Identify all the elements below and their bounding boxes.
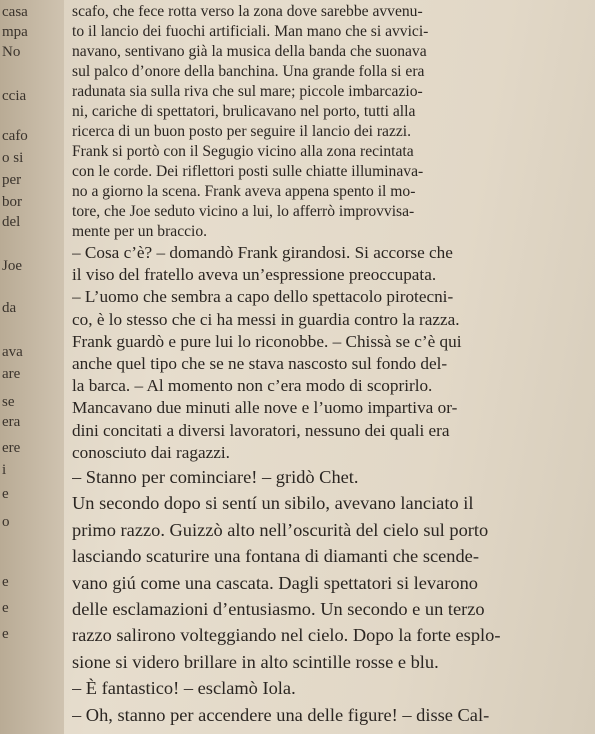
text-line: – Cosa c’è? – domandò Frank girandosi. Si accorse che bbox=[72, 243, 453, 262]
margin-fragment: ere bbox=[2, 440, 21, 456]
text-line: navano, sentivano già la musica della banda che suonava bbox=[72, 43, 427, 60]
text-line: no a giorno la scena. Frank aveva appena spento il mo- bbox=[72, 183, 416, 200]
margin-fragment: del bbox=[2, 214, 21, 230]
paragraph-fireworks bbox=[72, 464, 587, 728]
margin-fragment: No bbox=[2, 44, 21, 60]
text-line: Frank si portò con il Segugio vicino alla zona recintata bbox=[72, 143, 414, 160]
text-line: – Oh, stanno per accendere una delle figure! – disse Cal- bbox=[72, 704, 490, 725]
text-line: Mancavano due minuti alle nove e l’uomo impartiva or- bbox=[72, 398, 458, 418]
text-line: sul palco d’onore della banchina. Una grande folla si era bbox=[72, 63, 425, 80]
margin-fragment: o bbox=[2, 514, 10, 530]
margin-fragment: bor bbox=[2, 194, 22, 210]
text-line: tore, che Joe seduto vicino a lui, lo afferrò improvvisa- bbox=[72, 203, 415, 220]
margin-fragment: o si bbox=[2, 150, 24, 166]
margin-fragment: mpa bbox=[2, 24, 28, 40]
text-line: vano giú come una cascata. Dagli spettatori si levarono bbox=[72, 572, 478, 593]
text-line: razzo salirono volteggiando nel cielo. Dopo la forte esplo- bbox=[72, 625, 501, 646]
text-line: ricerca di un buon posto per seguire il lancio dei razzi. bbox=[72, 123, 412, 140]
text-line: – L’uomo che sembra a capo dello spettacolo pirotecni- bbox=[72, 287, 454, 307]
previous-page-margin bbox=[0, 0, 64, 734]
margin-fragment: i bbox=[2, 462, 7, 478]
text-line: dini concitati a diversi lavoratori, nessuno dei quali era bbox=[72, 420, 450, 440]
page-text bbox=[72, 2, 587, 728]
margin-fragment: casa bbox=[2, 4, 28, 20]
text-line: co, è lo stesso che ci ha messi in guardia contro la razza. bbox=[72, 309, 460, 329]
margin-fragment: e bbox=[2, 600, 9, 616]
margin-fragment: da bbox=[2, 300, 17, 316]
text-line: scafo, che fece rotta verso la zona dove sarebbe avvenu- bbox=[72, 3, 423, 20]
margin-fragment: e bbox=[2, 574, 9, 590]
paragraph-arrival bbox=[72, 2, 587, 242]
margin-fragment: are bbox=[2, 366, 21, 382]
text-line: lasciando scaturire una fontana di diamanti che scende- bbox=[72, 546, 479, 567]
margin-fragment: se bbox=[2, 394, 15, 410]
text-line: Frank guardò e pure lui lo riconobbe. – Chissà se c’è qui bbox=[72, 331, 462, 351]
paragraph-recognition bbox=[72, 242, 587, 464]
margin-fragment: era bbox=[2, 414, 21, 430]
text-line: conosciuto dai ragazzi. bbox=[72, 442, 230, 462]
text-line: to il lancio dei fuochi artificiali. Man mano che si avvici- bbox=[72, 23, 429, 40]
margin-fragment: e bbox=[2, 486, 9, 502]
text-line: delle esclamazioni d’entusiasmo. Un secondo e un terzo bbox=[72, 599, 485, 620]
margin-fragment: ava bbox=[2, 344, 23, 360]
text-line: – Stanno per cominciare! – gridò Chet. bbox=[72, 467, 359, 488]
text-line: – È fantastico! – esclamò Iola. bbox=[72, 678, 296, 699]
text-line: con le corde. Dei riflettori posti sulle chiatte illuminava- bbox=[72, 163, 424, 180]
margin-fragment: cafo bbox=[2, 128, 28, 144]
margin-fragment: Joe bbox=[2, 258, 22, 274]
text-line: la barca. – Al momento non c’era modo di scoprirlo. bbox=[72, 376, 433, 396]
text-line: mente per un braccio. bbox=[72, 223, 208, 240]
text-line: ni, cariche di spettatori, brulicavano nel porto, tutti alla bbox=[72, 103, 416, 120]
text-line: il viso del fratello aveva un’espressione preoccupata. bbox=[72, 265, 437, 285]
text-line: Un secondo dopo si sentí un sibilo, avevano lanciato il bbox=[72, 493, 474, 514]
margin-fragment: e bbox=[2, 626, 9, 642]
text-line: sione si videro brillare in alto scintille rosse e blu. bbox=[72, 651, 439, 672]
text-line: primo razzo. Guizzò alto nell’oscurità del cielo sul porto bbox=[72, 519, 489, 540]
margin-fragment: ccia bbox=[2, 88, 27, 104]
text-line: radunata sia sulla riva che sul mare; piccole imbarcazio- bbox=[72, 83, 423, 100]
margin-fragment: per bbox=[2, 172, 22, 188]
text-line: anche quel tipo che se ne stava nascosto sul fondo del- bbox=[72, 354, 448, 374]
